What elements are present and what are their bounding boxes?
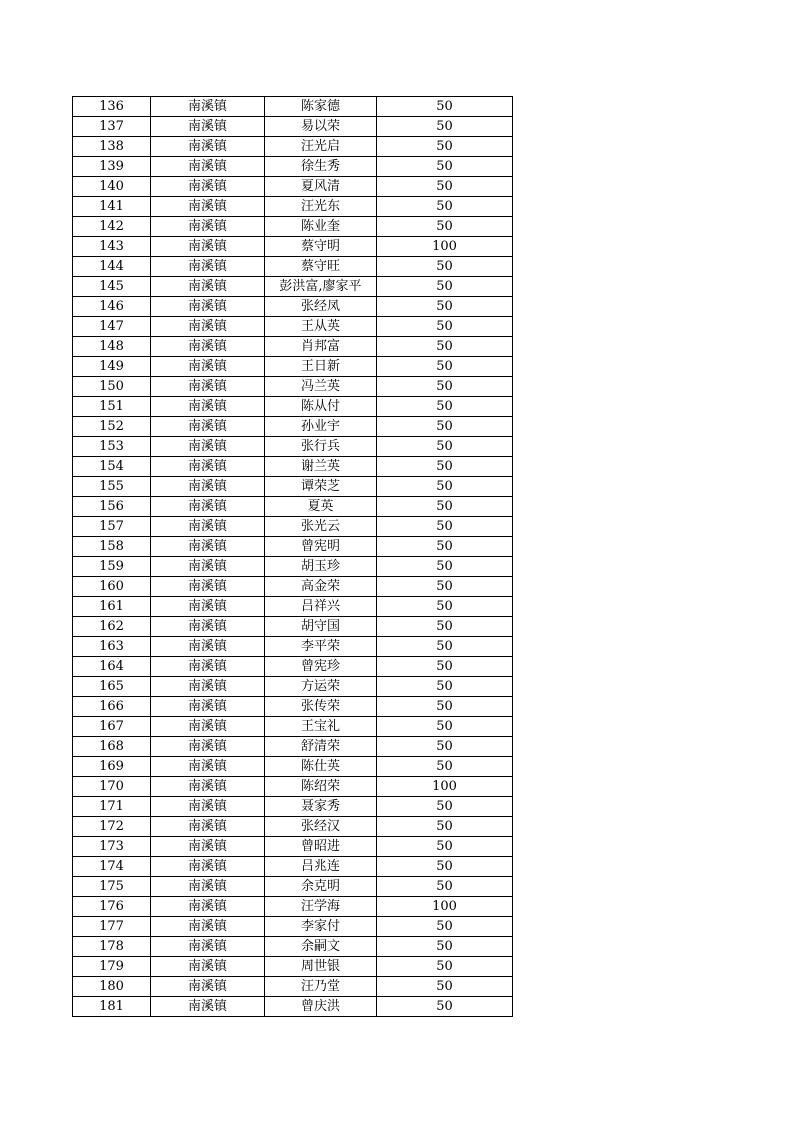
table-row [73, 737, 513, 757]
amount-cell: 50 [377, 277, 513, 297]
table-row [73, 137, 513, 157]
town-cell: 南溪镇 [151, 277, 265, 297]
row-number-cell: 160 [73, 577, 151, 597]
person-name-cell: 汪光东 [265, 197, 377, 217]
town-cell: 南溪镇 [151, 197, 265, 217]
amount-cell: 50 [377, 977, 513, 997]
person-name-cell: 曾庆洪 [265, 997, 377, 1017]
row-number-cell: 173 [73, 837, 151, 857]
amount-cell: 50 [377, 857, 513, 877]
town-cell: 南溪镇 [151, 257, 265, 277]
row-number-cell: 149 [73, 357, 151, 377]
town-cell: 南溪镇 [151, 717, 265, 737]
amount-cell: 50 [377, 657, 513, 677]
town-cell: 南溪镇 [151, 897, 265, 917]
amount-cell: 50 [377, 817, 513, 837]
town-cell: 南溪镇 [151, 137, 265, 157]
amount-cell: 100 [377, 777, 513, 797]
person-name-cell: 蔡守明 [265, 237, 377, 257]
amount-cell: 50 [377, 697, 513, 717]
person-name-cell: 周世银 [265, 957, 377, 977]
row-number-cell: 151 [73, 397, 151, 417]
table-row [73, 717, 513, 737]
row-number-cell: 175 [73, 877, 151, 897]
person-name-cell: 陈绍荣 [265, 777, 377, 797]
town-cell: 南溪镇 [151, 737, 265, 757]
amount-cell: 50 [377, 257, 513, 277]
town-cell: 南溪镇 [151, 777, 265, 797]
table-row [73, 357, 513, 377]
row-number-cell: 148 [73, 337, 151, 357]
roster-table [72, 96, 513, 1017]
table-row [73, 937, 513, 957]
amount-cell: 50 [377, 477, 513, 497]
amount-cell: 50 [377, 517, 513, 537]
row-number-cell: 137 [73, 117, 151, 137]
row-number-cell: 150 [73, 377, 151, 397]
town-cell: 南溪镇 [151, 217, 265, 237]
amount-cell: 50 [377, 877, 513, 897]
row-number-cell: 163 [73, 637, 151, 657]
row-number-cell: 145 [73, 277, 151, 297]
amount-cell: 50 [377, 397, 513, 417]
town-cell: 南溪镇 [151, 977, 265, 997]
town-cell: 南溪镇 [151, 517, 265, 537]
town-cell: 南溪镇 [151, 457, 265, 477]
table-row [73, 117, 513, 137]
person-name-cell: 李家付 [265, 917, 377, 937]
amount-cell: 50 [377, 297, 513, 317]
amount-cell: 50 [377, 737, 513, 757]
table-row [73, 97, 513, 117]
amount-cell: 50 [377, 997, 513, 1017]
row-number-cell: 139 [73, 157, 151, 177]
person-name-cell: 彭洪富,廖家平 [265, 277, 377, 297]
person-name-cell: 汪学海 [265, 897, 377, 917]
person-name-cell: 谢兰英 [265, 457, 377, 477]
table-row [73, 917, 513, 937]
table-row [73, 157, 513, 177]
person-name-cell: 张光云 [265, 517, 377, 537]
town-cell: 南溪镇 [151, 337, 265, 357]
row-number-cell: 167 [73, 717, 151, 737]
person-name-cell: 汪光启 [265, 137, 377, 157]
person-name-cell: 吕祥兴 [265, 597, 377, 617]
amount-cell: 50 [377, 417, 513, 437]
table-row [73, 817, 513, 837]
row-number-cell: 164 [73, 657, 151, 677]
row-number-cell: 147 [73, 317, 151, 337]
row-number-cell: 159 [73, 557, 151, 577]
amount-cell: 50 [377, 317, 513, 337]
amount-cell: 50 [377, 957, 513, 977]
town-cell: 南溪镇 [151, 477, 265, 497]
town-cell: 南溪镇 [151, 957, 265, 977]
town-cell: 南溪镇 [151, 937, 265, 957]
amount-cell: 50 [377, 337, 513, 357]
town-cell: 南溪镇 [151, 297, 265, 317]
row-number-cell: 154 [73, 457, 151, 477]
town-cell: 南溪镇 [151, 317, 265, 337]
table-row [73, 877, 513, 897]
row-number-cell: 153 [73, 437, 151, 457]
amount-cell: 50 [377, 937, 513, 957]
table-row [73, 337, 513, 357]
amount-cell: 50 [377, 457, 513, 477]
amount-cell: 50 [377, 597, 513, 617]
amount-cell: 50 [377, 497, 513, 517]
table-row [73, 277, 513, 297]
amount-cell: 50 [377, 357, 513, 377]
town-cell: 南溪镇 [151, 597, 265, 617]
row-number-cell: 180 [73, 977, 151, 997]
town-cell: 南溪镇 [151, 377, 265, 397]
town-cell: 南溪镇 [151, 177, 265, 197]
row-number-cell: 142 [73, 217, 151, 237]
row-number-cell: 181 [73, 997, 151, 1017]
row-number-cell: 166 [73, 697, 151, 717]
person-name-cell: 肖邦富 [265, 337, 377, 357]
table-row [73, 437, 513, 457]
table-row [73, 317, 513, 337]
person-name-cell: 曾宪明 [265, 537, 377, 557]
amount-cell: 50 [377, 377, 513, 397]
amount-cell: 50 [377, 537, 513, 557]
table-row [73, 377, 513, 397]
town-cell: 南溪镇 [151, 397, 265, 417]
town-cell: 南溪镇 [151, 237, 265, 257]
row-number-cell: 156 [73, 497, 151, 517]
amount-cell: 100 [377, 237, 513, 257]
table-row [73, 197, 513, 217]
amount-cell: 50 [377, 117, 513, 137]
person-name-cell: 王从英 [265, 317, 377, 337]
row-number-cell: 170 [73, 777, 151, 797]
person-name-cell: 汪乃堂 [265, 977, 377, 997]
amount-cell: 50 [377, 577, 513, 597]
amount-cell: 50 [377, 797, 513, 817]
town-cell: 南溪镇 [151, 917, 265, 937]
person-name-cell: 曾昭进 [265, 837, 377, 857]
person-name-cell: 夏英 [265, 497, 377, 517]
row-number-cell: 177 [73, 917, 151, 937]
row-number-cell: 168 [73, 737, 151, 757]
town-cell: 南溪镇 [151, 857, 265, 877]
person-name-cell: 聂家秀 [265, 797, 377, 817]
row-number-cell: 172 [73, 817, 151, 837]
row-number-cell: 157 [73, 517, 151, 537]
person-name-cell: 陈仕英 [265, 757, 377, 777]
person-name-cell: 高金荣 [265, 577, 377, 597]
person-name-cell: 王日新 [265, 357, 377, 377]
amount-cell: 50 [377, 717, 513, 737]
table-row [73, 557, 513, 577]
row-number-cell: 161 [73, 597, 151, 617]
person-name-cell: 冯兰英 [265, 377, 377, 397]
person-name-cell: 陈家德 [265, 97, 377, 117]
table-row [73, 677, 513, 697]
person-name-cell: 陈业奎 [265, 217, 377, 237]
table-row [73, 577, 513, 597]
town-cell: 南溪镇 [151, 837, 265, 857]
table-row [73, 517, 513, 537]
table-row [73, 497, 513, 517]
amount-cell: 50 [377, 137, 513, 157]
row-number-cell: 141 [73, 197, 151, 217]
town-cell: 南溪镇 [151, 157, 265, 177]
person-name-cell: 舒清荣 [265, 737, 377, 757]
person-name-cell: 张传荣 [265, 697, 377, 717]
amount-cell: 50 [377, 557, 513, 577]
row-number-cell: 136 [73, 97, 151, 117]
person-name-cell: 徐生秀 [265, 157, 377, 177]
row-number-cell: 169 [73, 757, 151, 777]
table-row [73, 537, 513, 557]
town-cell: 南溪镇 [151, 637, 265, 657]
town-cell: 南溪镇 [151, 997, 265, 1017]
amount-cell: 50 [377, 757, 513, 777]
table-row [73, 897, 513, 917]
table-row [73, 397, 513, 417]
town-cell: 南溪镇 [151, 97, 265, 117]
amount-cell: 50 [377, 637, 513, 657]
town-cell: 南溪镇 [151, 817, 265, 837]
row-number-cell: 162 [73, 617, 151, 637]
row-number-cell: 171 [73, 797, 151, 817]
person-name-cell: 陈从付 [265, 397, 377, 417]
person-name-cell: 夏风清 [265, 177, 377, 197]
town-cell: 南溪镇 [151, 357, 265, 377]
town-cell: 南溪镇 [151, 557, 265, 577]
amount-cell: 50 [377, 437, 513, 457]
table-row [73, 997, 513, 1017]
row-number-cell: 140 [73, 177, 151, 197]
town-cell: 南溪镇 [151, 537, 265, 557]
town-cell: 南溪镇 [151, 617, 265, 637]
row-number-cell: 158 [73, 537, 151, 557]
town-cell: 南溪镇 [151, 117, 265, 137]
person-name-cell: 李平荣 [265, 637, 377, 657]
table-row [73, 857, 513, 877]
row-number-cell: 178 [73, 937, 151, 957]
table-row [73, 837, 513, 857]
person-name-cell: 吕兆连 [265, 857, 377, 877]
row-number-cell: 155 [73, 477, 151, 497]
person-name-cell: 方运荣 [265, 677, 377, 697]
table-row [73, 237, 513, 257]
table-row [73, 477, 513, 497]
row-number-cell: 152 [73, 417, 151, 437]
row-number-cell: 146 [73, 297, 151, 317]
table-row [73, 297, 513, 317]
amount-cell: 50 [377, 97, 513, 117]
amount-cell: 50 [377, 677, 513, 697]
person-name-cell: 张经汉 [265, 817, 377, 837]
table-row [73, 457, 513, 477]
row-number-cell: 176 [73, 897, 151, 917]
table-row [73, 757, 513, 777]
person-name-cell: 张行兵 [265, 437, 377, 457]
person-name-cell: 谭荣芝 [265, 477, 377, 497]
row-number-cell: 143 [73, 237, 151, 257]
person-name-cell: 胡玉珍 [265, 557, 377, 577]
table-row [73, 217, 513, 237]
town-cell: 南溪镇 [151, 497, 265, 517]
table-row [73, 657, 513, 677]
row-number-cell: 144 [73, 257, 151, 277]
amount-cell: 50 [377, 837, 513, 857]
person-name-cell: 胡守国 [265, 617, 377, 637]
amount-cell: 50 [377, 197, 513, 217]
table-row [73, 597, 513, 617]
person-name-cell: 余嗣文 [265, 937, 377, 957]
row-number-cell: 179 [73, 957, 151, 977]
table-row [73, 637, 513, 657]
table-row [73, 417, 513, 437]
table-row [73, 977, 513, 997]
table-row [73, 957, 513, 977]
person-name-cell: 王宝礼 [265, 717, 377, 737]
town-cell: 南溪镇 [151, 657, 265, 677]
town-cell: 南溪镇 [151, 797, 265, 817]
row-number-cell: 138 [73, 137, 151, 157]
amount-cell: 50 [377, 917, 513, 937]
table-row [73, 797, 513, 817]
row-number-cell: 165 [73, 677, 151, 697]
table-row [73, 257, 513, 277]
town-cell: 南溪镇 [151, 437, 265, 457]
table-row [73, 177, 513, 197]
person-name-cell: 曾宪珍 [265, 657, 377, 677]
person-name-cell: 孙业宇 [265, 417, 377, 437]
person-name-cell: 张经凤 [265, 297, 377, 317]
person-name-cell: 易以荣 [265, 117, 377, 137]
town-cell: 南溪镇 [151, 877, 265, 897]
amount-cell: 50 [377, 177, 513, 197]
amount-cell: 100 [377, 897, 513, 917]
row-number-cell: 174 [73, 857, 151, 877]
table-row [73, 617, 513, 637]
table-row [73, 697, 513, 717]
town-cell: 南溪镇 [151, 697, 265, 717]
town-cell: 南溪镇 [151, 417, 265, 437]
amount-cell: 50 [377, 157, 513, 177]
town-cell: 南溪镇 [151, 577, 265, 597]
person-name-cell: 余克明 [265, 877, 377, 897]
town-cell: 南溪镇 [151, 757, 265, 777]
amount-cell: 50 [377, 217, 513, 237]
table-row [73, 777, 513, 797]
person-name-cell: 蔡守旺 [265, 257, 377, 277]
roster-table-body [73, 97, 513, 1017]
amount-cell: 50 [377, 617, 513, 637]
document-sheet [72, 96, 513, 1017]
town-cell: 南溪镇 [151, 677, 265, 697]
